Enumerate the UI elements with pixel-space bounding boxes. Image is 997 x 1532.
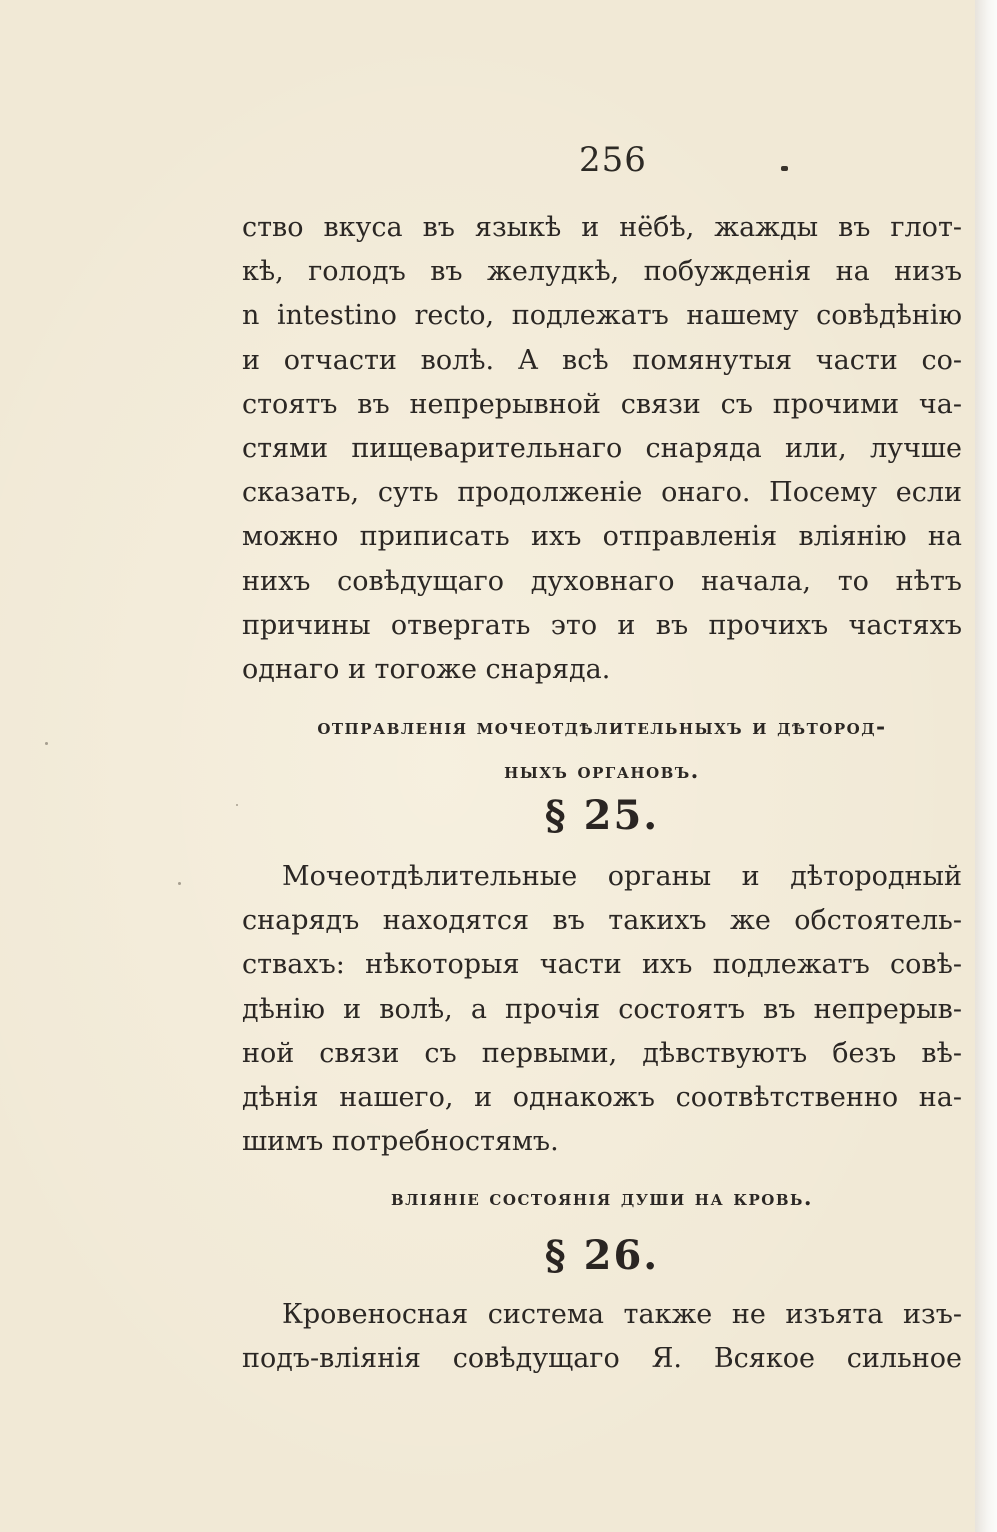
text-line: стоятъ въ непрерывной связи съ прочими ча-	[242, 388, 962, 420]
section-heading: вліяніе состоянія души на кровь.	[390, 1185, 814, 1211]
section-heading	[242, 705, 962, 793]
page-edge	[975, 0, 997, 1532]
text-line: нихъ совѣдущаго духовнаго начала, то нѣтъ	[242, 565, 962, 597]
paragraph	[242, 855, 962, 1164]
text-line: n intestino recto, подлежатъ нашему совѣдѣнію	[242, 300, 962, 332]
text-line: можно приписать ихъ отправленія вліянію на	[242, 521, 962, 553]
text-line: дѣнія нашего, и однакожъ соотвѣтственно на-	[242, 1081, 962, 1113]
ink-speck	[45, 742, 48, 745]
section-number: § 25.	[544, 792, 660, 839]
text-line: Кровеносная система также не изъята изъ-	[282, 1299, 962, 1330]
ink-speck	[178, 882, 181, 885]
paragraph-continuation	[242, 206, 962, 692]
text-line: ство вкуса въ языкѣ и нёбѣ, жажды въ глот-	[242, 212, 962, 243]
section-number: § 26.	[544, 1232, 660, 1279]
text-line: Мочеотдѣлительные органы и дѣтородный	[282, 861, 962, 892]
text-line: причины отвергать это и въ прочихъ частяхъ	[242, 609, 962, 641]
text-line: стями пищеварительнаго снаряда или, лучше	[242, 432, 962, 464]
section-heading-line: отправленія мочеотдѣлительныхъ и дѣтород-	[317, 714, 887, 740]
text-line: однаго и тогоже снаряда.	[242, 653, 611, 685]
ink-speck	[236, 804, 238, 806]
text-line: подъ-вліянія совѣдущаго Я. Всякое сильное	[242, 1343, 962, 1375]
text-line: кѣ, голодъ въ желудкѣ, побужденія на низъ	[242, 256, 962, 288]
text-line: сказать, суть продолженіе онаго. Посему если	[242, 477, 962, 509]
section-heading-line: ныхъ органовъ.	[504, 758, 700, 784]
text-line: шимъ потребностямъ.	[242, 1126, 559, 1158]
text-line: ной связи съ первыми, дѣвствуютъ безъ вѣ-	[242, 1037, 962, 1069]
page-header	[0, 140, 975, 180]
text-line: дѣнію и волѣ, а прочія состоятъ въ непрерыв-	[242, 993, 962, 1025]
text-line: снарядъ находятся въ такихъ же обстоятель-	[242, 905, 962, 937]
text-line: и отчасти волѣ. А всѣ помянутыя части со-	[242, 344, 962, 376]
ink-speck	[781, 166, 788, 171]
text-line: ствахъ: нѣкоторыя части ихъ подлежатъ совѣ-	[242, 949, 962, 981]
page-number: 256	[579, 140, 647, 180]
paragraph	[242, 1293, 962, 1381]
